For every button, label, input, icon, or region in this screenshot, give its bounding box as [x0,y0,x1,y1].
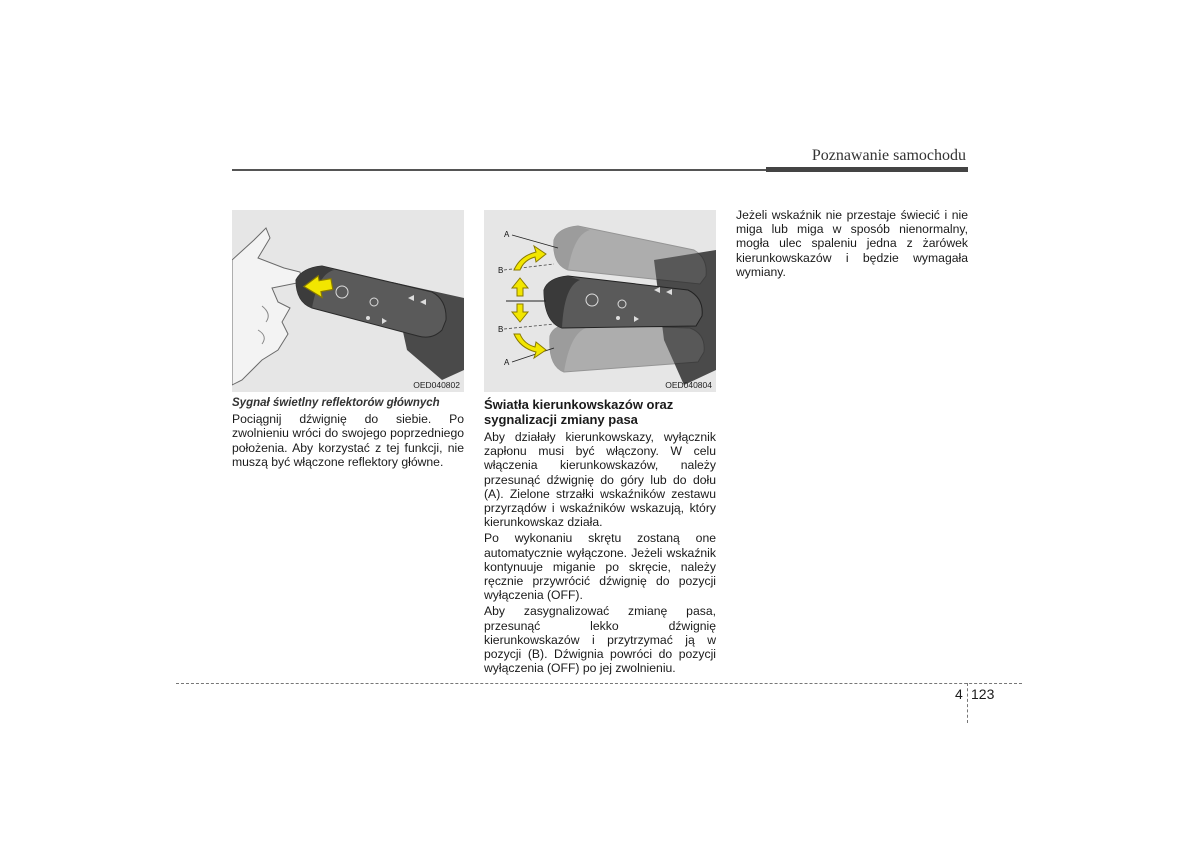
label-a-bottom: A [504,358,510,367]
turn-signal-paragraph-1: Aby działały kierunkowskazy, wyłącznik zapłonu musi być włączony. W celu włączenia kierunkowskazów, należy przesunąć dźwignię do góry lub do dołu (A). Zielone strzałki wskaźników zestawu przyrządów i wskaźników wskazują, który kierunkowskaz działa. [484,430,716,530]
label-b-top: B [498,266,504,275]
left-column [232,396,464,471]
header-rule-accent [766,167,968,172]
headlight-flash-figure [232,210,464,392]
middle-column [484,397,716,677]
bulb-warning-paragraph: Jeżeli wskaźnik nie przestaje świecić i nie miga lub miga w sposób nienormalny, mogła ulec spaleniu jedna z żarówek kierunkowskazów i będzie wymagała wymiany. [736,208,968,279]
figure-code: OED040804 [665,380,712,390]
headlight-flash-paragraph: Pociągnij dźwignię do siebie. Po zwolnieniu wróci do swojego poprzedniego położenia. Aby korzystać z tej funkcji, nie muszą być włączone reflektory główne. [232,412,464,469]
label-a-top: A [504,230,510,239]
lever-pull-illustration [232,210,464,392]
turn-signal-paragraph-2: Po wykonaniu skrętu zostaną one automatycznie wyłączone. Jeżeli wskaźnik kontynuuje miganie po skręcie, należy ręcznie przywrócić dźwignię do pozycji wyłączenia (OFF). [484,531,716,603]
footer-rule [176,683,1022,684]
turn-signal-paragraph-3: Aby zasygnalizować zmianę pasa, przesunąć lekko dźwignię kierunkowskazów i przytrzymać ją w pozycji (B). Dźwignia powróci do pozycji wyłączenia (OFF) po jej zwolnieniu. [484,604,716,676]
figure-code: OED040802 [413,380,460,390]
turn-signal-illustration [484,210,716,392]
figure-caption: Sygnał świetlny reflektorów głównych [232,397,440,409]
running-header: Poznawanie samochodu [811,147,966,164]
page-number: 123 [971,686,995,702]
label-b-bottom: B [498,325,504,334]
chapter-number: 4 [955,686,963,702]
section-heading: Światła kierunkowskazów oraz sygnalizacji zmiany pasa [484,397,674,427]
footer-separator [967,683,968,723]
turn-signal-figure [484,210,716,392]
right-column [736,208,968,281]
